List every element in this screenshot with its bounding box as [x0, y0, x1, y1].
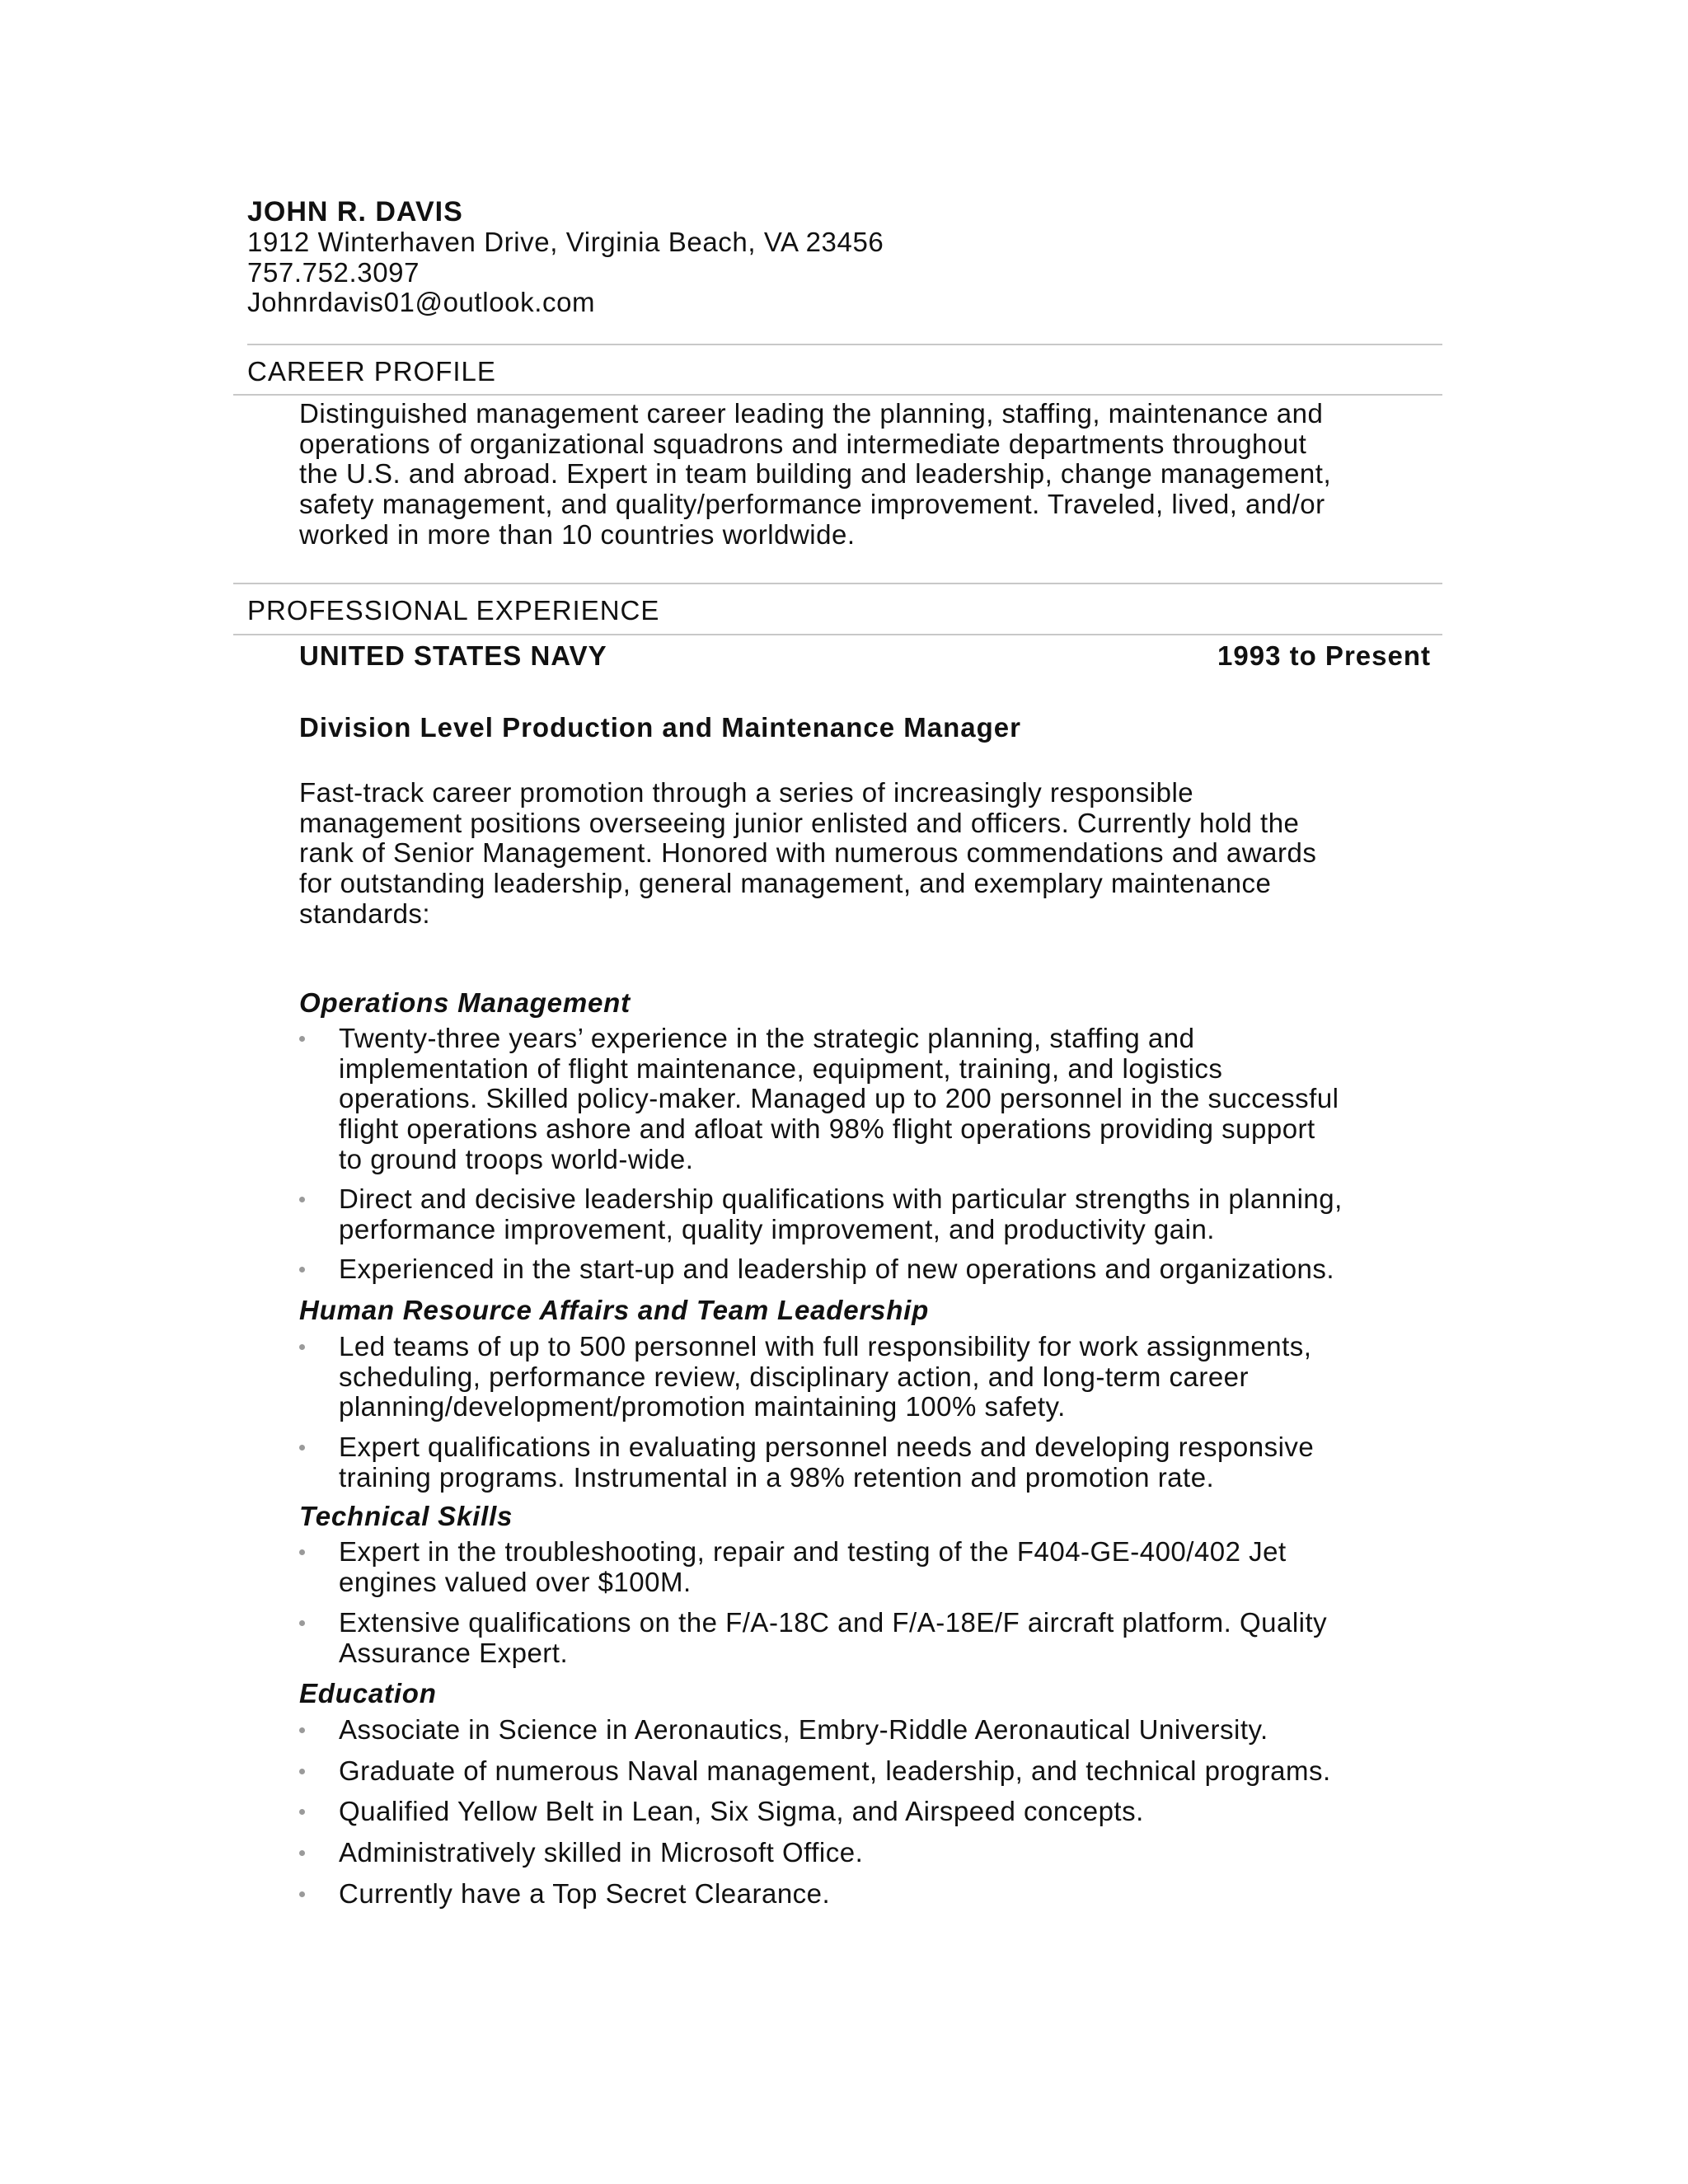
bullet-icon — [299, 1197, 305, 1202]
bullet-text — [339, 1797, 1144, 1827]
bullet-icon — [299, 1769, 305, 1774]
bullet-icon — [299, 1727, 305, 1733]
text-line: Expert qualifications in evaluating personnel needs and developing responsive — [339, 1432, 1315, 1462]
subheading-technical-skills: Technical Skills — [299, 1501, 513, 1531]
text-line: Distinguished management career leading the planning, staffing, maintenance and — [299, 398, 1324, 429]
text-line: rank of Senior Management. Honored with numerous commendations and awards — [299, 837, 1317, 869]
text-line: Extensive qualifications on the F/A-18C and F/A-18E/F aircraft platform. Quality — [339, 1607, 1328, 1638]
section-title-career-profile: CAREER PROFILE — [247, 356, 496, 387]
experience-summary — [299, 778, 1453, 930]
text-line: training programs. Instrumental in a 98% retention and promotion rate. — [339, 1461, 1215, 1493]
bullet-text — [339, 1879, 830, 1910]
subheading-operations-management: Operations Management — [299, 987, 631, 1018]
bullet-icon — [299, 1549, 305, 1555]
text-line: worked in more than 10 countries worldwide. — [299, 518, 856, 550]
candidate-name: JOHN R. DAVIS — [247, 196, 463, 227]
bullet-text — [339, 1024, 1339, 1175]
text-line: Led teams of up to 500 personnel with full responsibility for work assignments, — [339, 1331, 1312, 1361]
subheading-human-resource-affairs: Human Resource Affairs and Team Leadership — [299, 1295, 930, 1325]
email-address: Johnrdavis01@outlook.com — [247, 287, 596, 317]
text-line: Associate in Science in Aeronautics, Embry-Riddle Aeronautical University. — [339, 1714, 1268, 1745]
text-line: management positions overseeing junior enlisted and officers. Currently hold the — [299, 807, 1300, 838]
text-line: Currently have a Top Secret Clearance. — [339, 1878, 831, 1909]
bullet-text — [339, 1254, 1334, 1285]
text-line: operations. Skilled policy-maker. Managed up to 200 personnel in the successful — [339, 1083, 1339, 1114]
subheading-education: Education — [299, 1678, 437, 1708]
bullet-icon — [299, 1620, 305, 1626]
bullet-icon — [299, 1036, 305, 1042]
bullet-icon — [299, 1891, 305, 1897]
bullet-text — [339, 1432, 1314, 1493]
address: 1912 Winterhaven Drive, Virginia Beach, VA 23456 — [247, 227, 884, 257]
phone-number: 757.752.3097 — [247, 256, 420, 288]
bullet-icon — [299, 1809, 305, 1815]
divider — [233, 634, 1442, 635]
bullet-icon — [299, 1267, 305, 1272]
bullet-icon — [299, 1850, 305, 1856]
bullet-text — [339, 1537, 1287, 1597]
text-line: engines valued over $100M. — [339, 1566, 692, 1597]
text-line: Expert in the troubleshooting, repair and testing of the F404-GE-400/402 Jet — [339, 1536, 1287, 1567]
bullet-icon — [299, 1445, 305, 1451]
employer-name: UNITED STATES NAVY — [299, 640, 607, 671]
text-line: safety management, and quality/performance improvement. Traveled, lived, and/or — [299, 489, 1325, 520]
text-line: for outstanding leadership, general management, and exemplary maintenance — [299, 868, 1272, 899]
text-line: Assurance Expert. — [339, 1637, 569, 1668]
text-line: Direct and decisive leadership qualifications with particular strengths in planning, — [339, 1183, 1343, 1214]
position-title: Division Level Production and Maintenance Manager — [299, 712, 1021, 743]
contact-header — [247, 196, 1451, 318]
section-title-professional-experience: PROFESSIONAL EXPERIENCE — [247, 595, 660, 626]
bullet-text — [339, 1838, 863, 1868]
text-line: Graduate of numerous Naval management, leadership, and technical programs. — [339, 1755, 1331, 1786]
text-line: Qualified Yellow Belt in Lean, Six Sigma, and Airspeed concepts. — [339, 1796, 1144, 1826]
text-line: planning/development/promotion maintaining 100% safety. — [339, 1391, 1066, 1422]
text-line: implementation of flight maintenance, equipment, training, and logistics — [339, 1052, 1223, 1084]
text-line: Twenty-three years’ experience in the strategic planning, staffing and — [339, 1023, 1195, 1053]
bullet-text — [339, 1332, 1311, 1422]
career-profile-text — [299, 399, 1453, 551]
text-line: Fast-track career promotion through a series of increasingly responsible — [299, 777, 1194, 808]
divider-top — [247, 344, 1442, 345]
text-line: performance improvement, quality improvement, and productivity gain. — [339, 1213, 1215, 1244]
text-line: the U.S. and abroad. Expert in team building and leadership, change management, — [299, 458, 1332, 490]
bullet-text — [339, 1715, 1268, 1746]
divider — [233, 583, 1442, 584]
text-line: operations of organizational squadrons and intermediate departments throughout — [299, 428, 1307, 459]
text-line: scheduling, performance review, disciplinary action, and long-term career — [339, 1361, 1250, 1392]
bullet-text — [339, 1756, 1331, 1787]
text-line: Experienced in the start-up and leadership of new operations and organizations. — [339, 1254, 1335, 1284]
bullet-text — [339, 1184, 1343, 1244]
employment-dates: 1993 to Present — [1217, 640, 1431, 671]
divider — [233, 394, 1442, 396]
bullet-icon — [299, 1344, 305, 1350]
bullet-text — [339, 1608, 1327, 1668]
text-line: Administratively skilled in Microsoft Office. — [339, 1837, 864, 1868]
text-line: to ground troops world-wide. — [339, 1143, 694, 1174]
text-line: standards: — [299, 898, 431, 929]
text-line: flight operations ashore and afloat with 98% flight operations providing support — [339, 1113, 1315, 1145]
